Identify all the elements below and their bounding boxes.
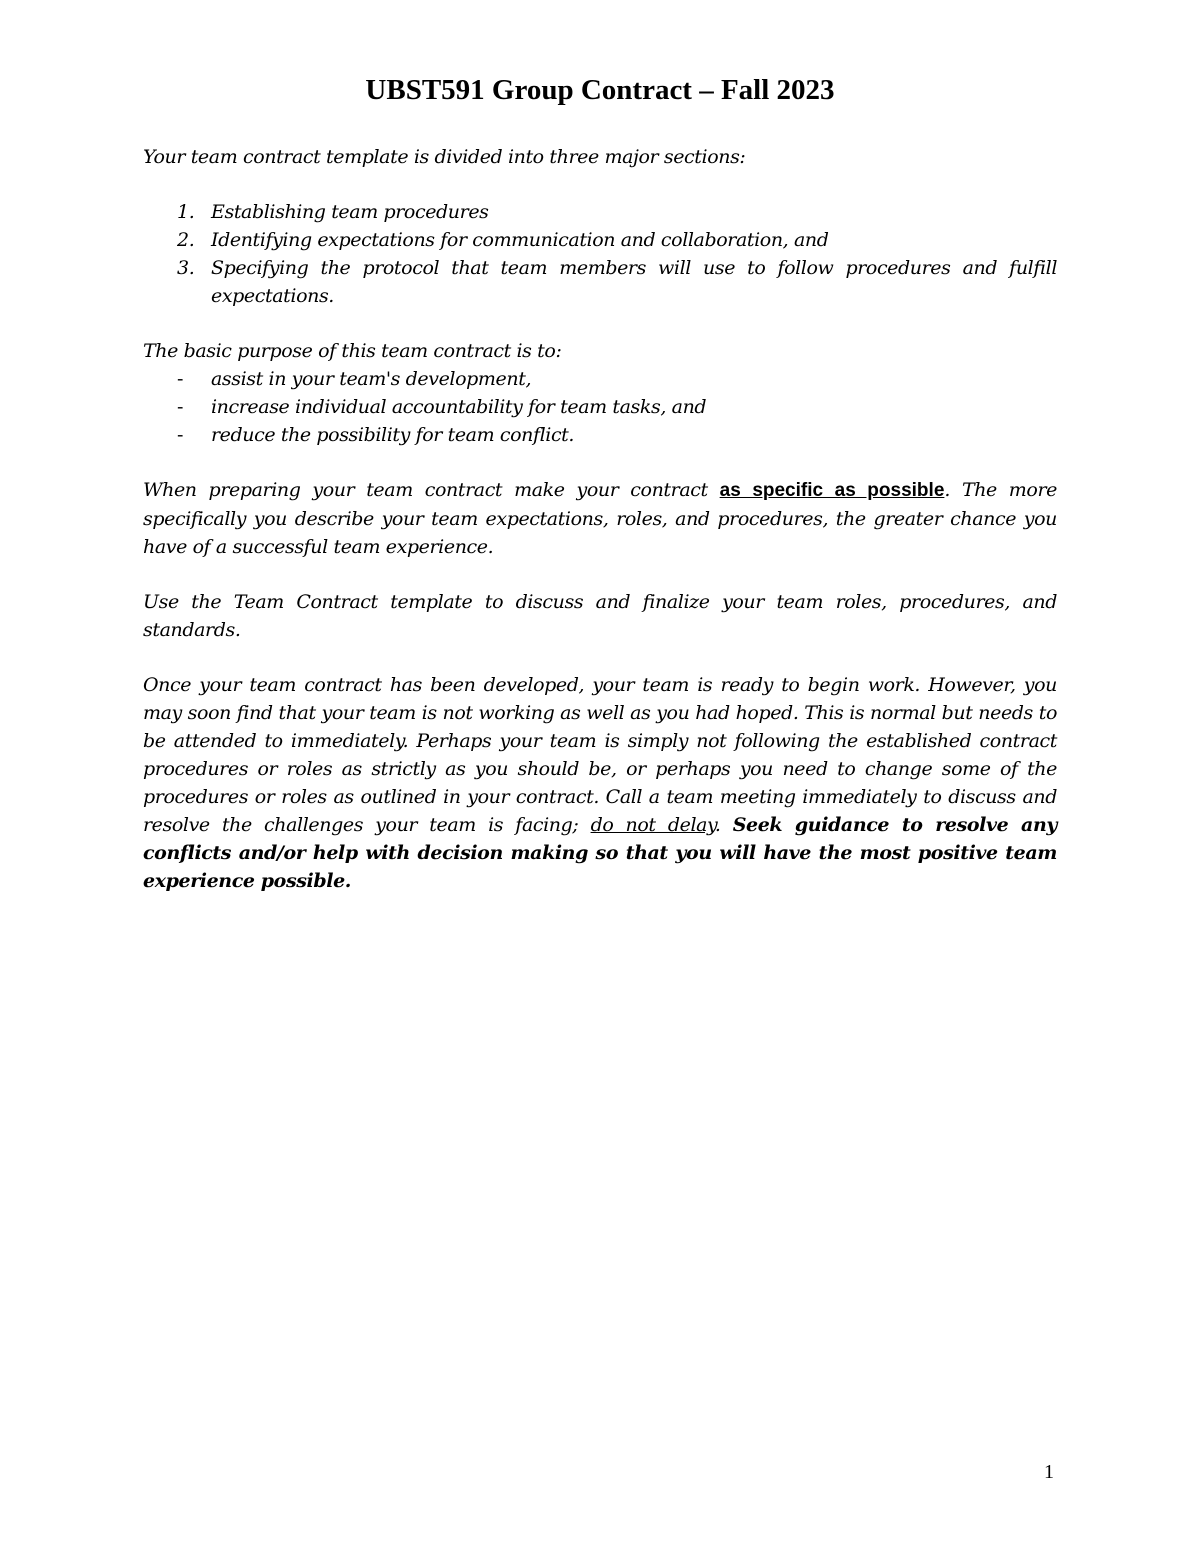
list-item-text: Establishing team procedures	[211, 201, 489, 223]
document-title: UBST591 Group Contract – Fall 2023	[365, 74, 835, 106]
list-dash: -	[177, 396, 184, 418]
final-bold-text: Seek guidance to resolve any conflicts and/or help with decision making so that you will have the most positive team experience possible.	[143, 814, 1057, 892]
list-item-text: reduce the possibility for team conflict.	[211, 424, 575, 446]
document-body	[143, 143, 1057, 895]
list-item-text: Specifying the protocol that team members will use to follow procedures and fulfill expectations.	[211, 257, 1057, 307]
specific-text-before: When preparing your team contract make your contract	[143, 479, 720, 501]
final-text-after: .	[714, 814, 733, 836]
list-item	[143, 226, 1057, 254]
list-item	[143, 421, 1057, 449]
purpose-list	[143, 365, 1057, 449]
final-paragraph	[143, 671, 1057, 895]
do-not-delay: do not delay	[590, 814, 715, 836]
specific-emphasis: as specific as possible	[719, 480, 945, 501]
list-number: 2.	[177, 229, 195, 251]
list-number: 3.	[177, 257, 195, 279]
page-number: 1	[1044, 1461, 1054, 1483]
final-text: Once your team contract has been developed, your team is ready to begin work. However, you may soon find that your team is not working as well as you had hoped. This is normal but needs to be attended to immediately. Perhaps your team is simply not following the established contract procedures or roles as strictly as you should be, or perhaps you need to change some of the procedures or roles as outlined in your contract. Call a team meeting immediately to discuss and resolve the challenges your team is facing;	[143, 674, 1057, 836]
list-item	[143, 365, 1057, 393]
list-dash: -	[177, 368, 184, 390]
list-dash: -	[177, 424, 184, 446]
template-paragraph: Use the Team Contract template to discuss and finalize your team roles, procedures, and standards.	[143, 591, 1057, 641]
specific-text-after: . The more specifically you describe your team expectations, roles, and procedures, the greater chance you have of a successful team experience.	[143, 479, 1057, 558]
list-number: 1.	[177, 201, 195, 223]
list-item	[143, 198, 1057, 226]
list-item-text: assist in your team's development,	[211, 368, 532, 390]
list-item	[143, 254, 1057, 310]
intro-paragraph: Your team contract template is divided into three major sections:	[143, 146, 746, 168]
sections-list	[143, 198, 1057, 310]
list-item-text: Identifying expectations for communication and collaboration, and	[211, 229, 829, 251]
purpose-intro: The basic purpose of this team contract is to:	[143, 340, 562, 362]
list-item-text: increase individual accountability for team tasks, and	[211, 396, 707, 418]
specific-paragraph	[143, 476, 1057, 561]
list-item	[143, 393, 1057, 421]
